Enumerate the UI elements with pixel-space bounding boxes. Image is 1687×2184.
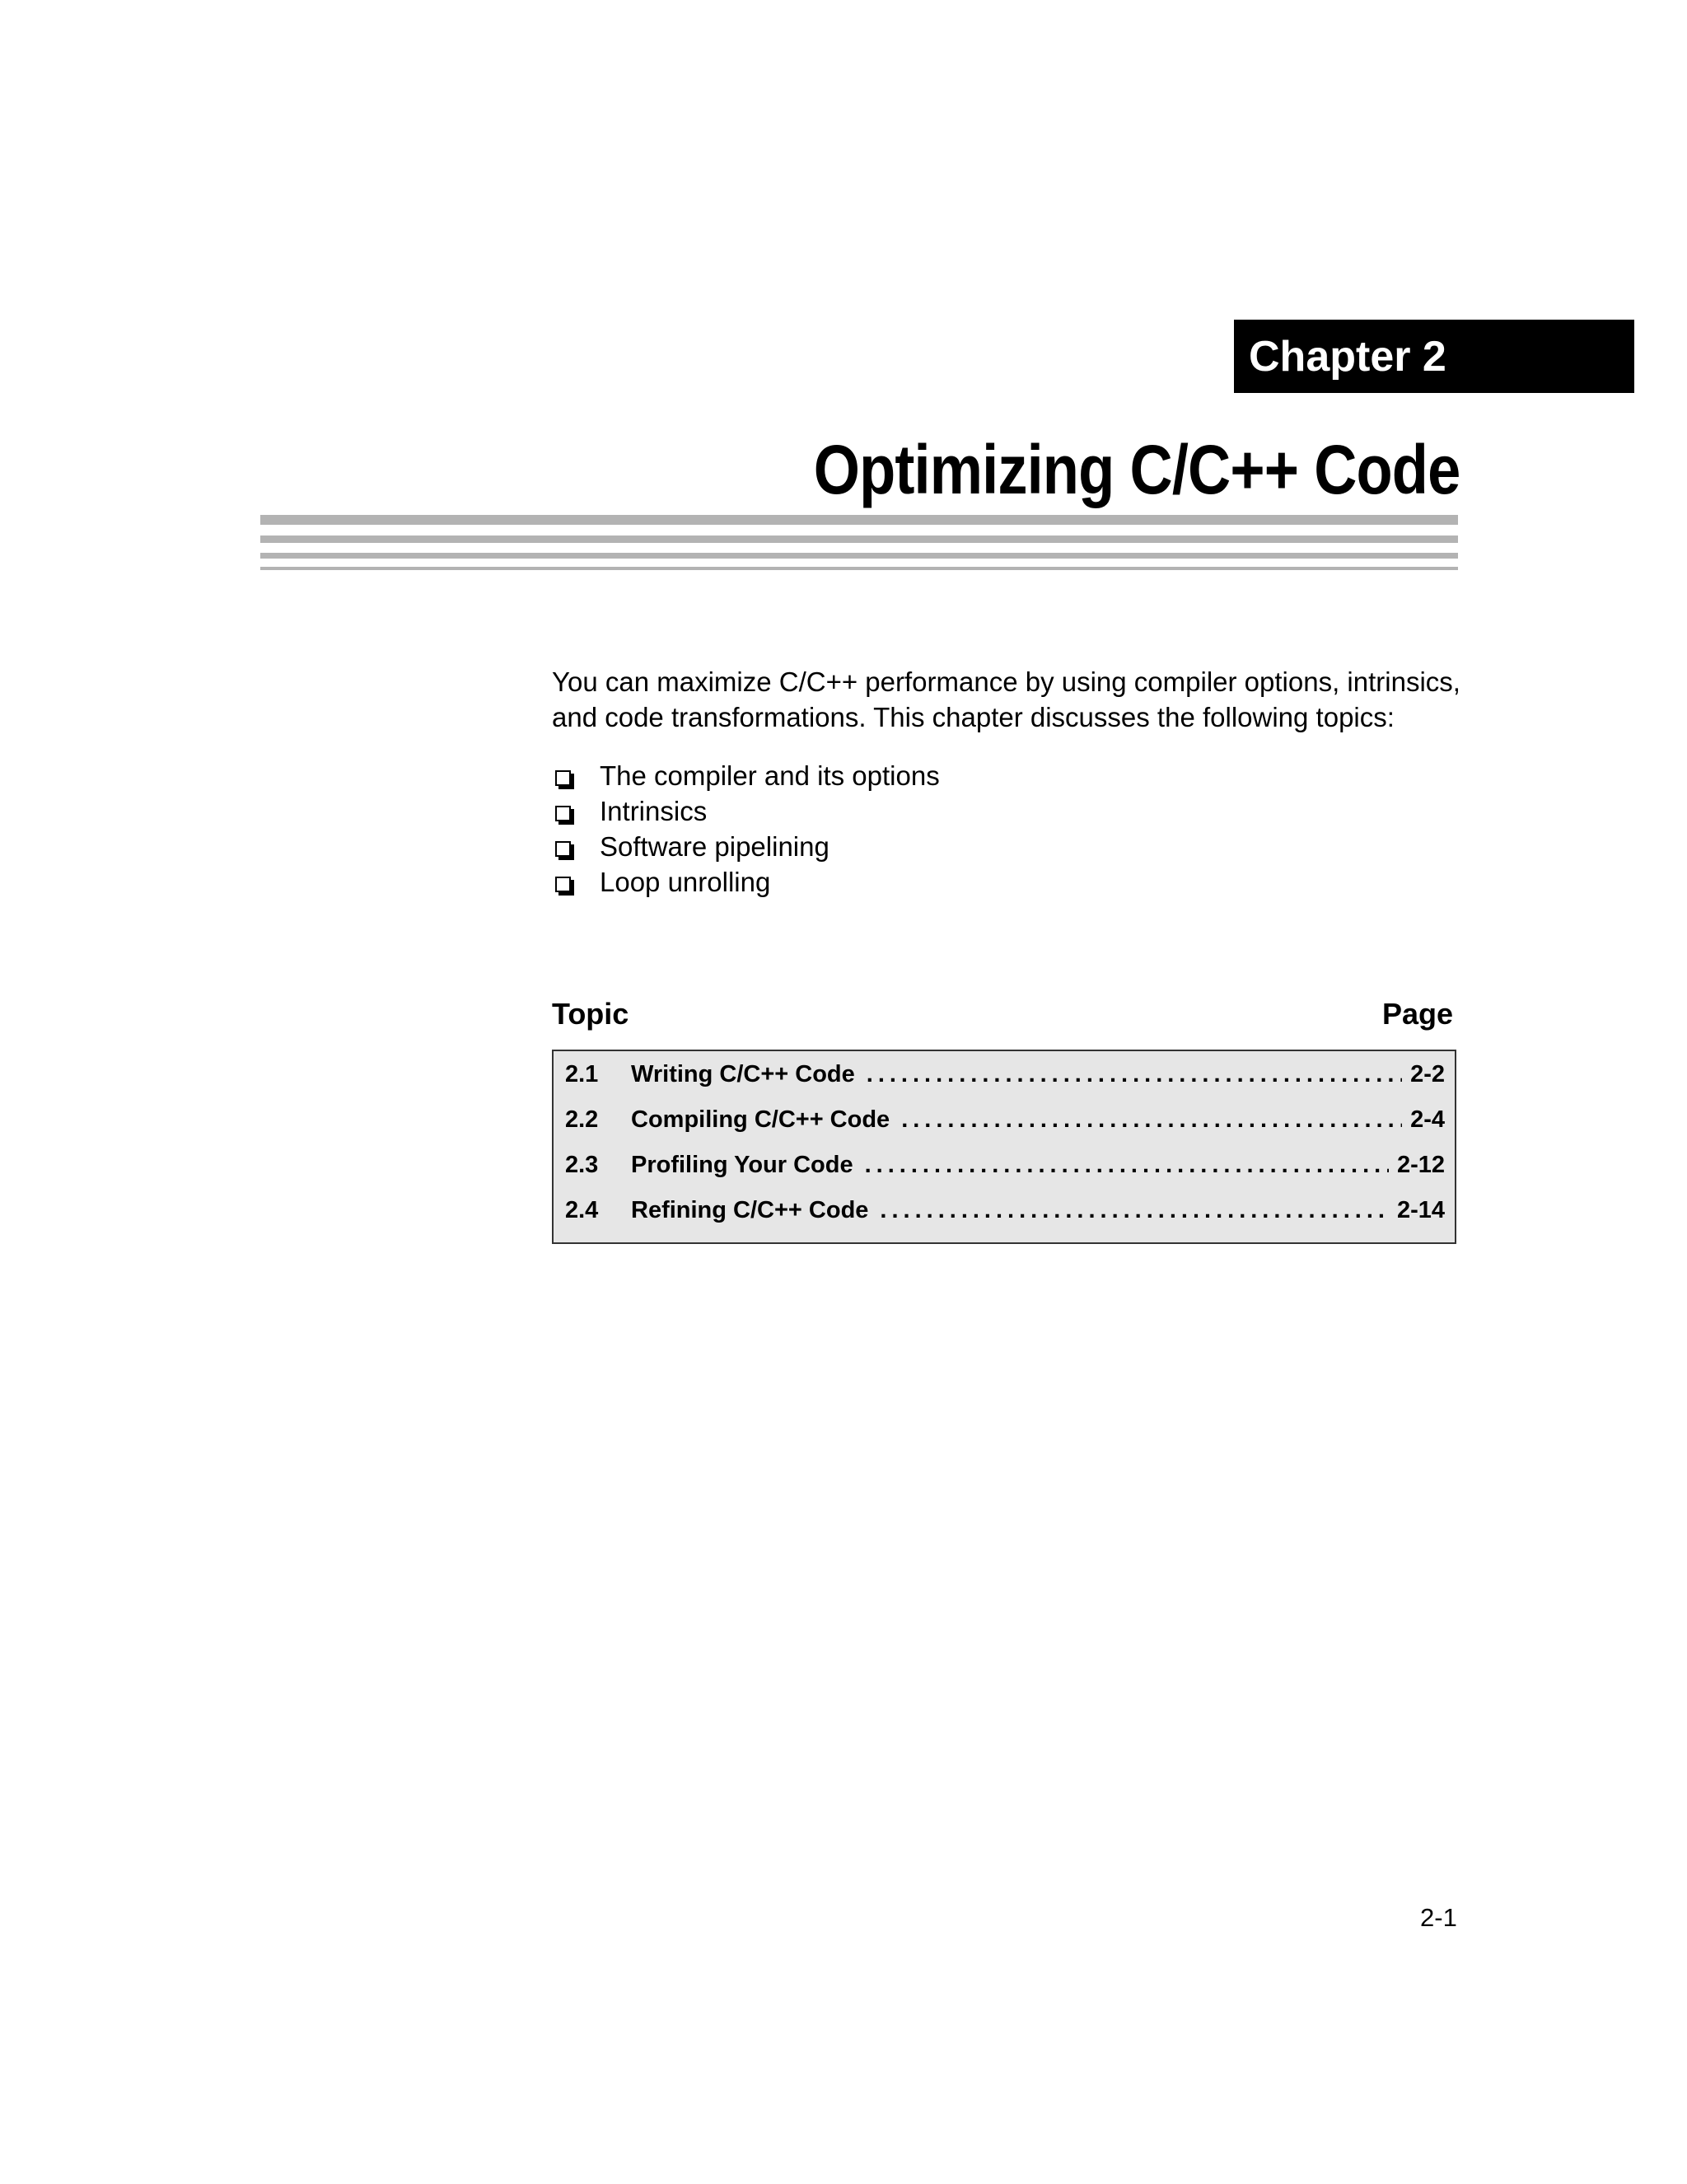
toc-entry-title[interactable]: Profiling Your Code	[631, 1152, 853, 1178]
toc-entry[interactable]	[565, 1197, 1445, 1242]
topic-list	[552, 758, 940, 900]
toc-entry-number: 2.3	[565, 1152, 599, 1178]
toc-entry-page[interactable]: 2-2	[1410, 1061, 1445, 1087]
chapter-title: Optimizing C/C++ Code	[813, 431, 1460, 508]
toc-header	[552, 997, 1453, 1031]
topic-list-item	[552, 793, 940, 829]
toc-leader-dots	[901, 1106, 1402, 1134]
toc-entry[interactable]	[565, 1106, 1445, 1152]
toc-table	[552, 1050, 1456, 1244]
toc-entry[interactable]	[565, 1061, 1445, 1106]
title-rule	[260, 535, 1458, 543]
chapter-label	[1234, 320, 1634, 393]
title-rule	[260, 553, 1458, 559]
topic-list-item	[552, 864, 940, 900]
toc-leader-dots	[867, 1061, 1402, 1088]
toc-entry-page[interactable]: 2-14	[1396, 1197, 1445, 1223]
topic-list-item	[552, 758, 940, 793]
topic-text: Software pipelining	[600, 831, 829, 862]
checkbox-bullet-icon	[555, 841, 571, 857]
title-rule	[260, 567, 1458, 570]
toc-entry-title[interactable]: Refining C/C++ Code	[631, 1197, 869, 1223]
toc-entry-page[interactable]: 2-4	[1410, 1106, 1445, 1133]
toc-leader-dots	[865, 1152, 1389, 1179]
toc-entry-title[interactable]: Compiling C/C++ Code	[631, 1106, 890, 1133]
checkbox-bullet-icon	[555, 806, 571, 821]
checkbox-bullet-icon	[555, 877, 571, 892]
chapter-label-text: Chapter 2	[1249, 332, 1446, 381]
page-number: 2-1	[1420, 1903, 1457, 1932]
toc-entry[interactable]	[565, 1152, 1445, 1197]
toc-entry-title[interactable]: Writing C/C++ Code	[631, 1061, 855, 1087]
toc-topic-heading: Topic	[552, 997, 629, 1031]
topic-list-item	[552, 829, 940, 864]
toc-entry-number: 2.4	[565, 1197, 599, 1223]
toc-entry-page[interactable]: 2-12	[1396, 1152, 1445, 1178]
toc-entry-number: 2.1	[565, 1061, 599, 1087]
toc-entry-number: 2.2	[565, 1106, 599, 1133]
intro-paragraph: You can maximize C/C++ performance by using compiler options, intrinsics, and code transformations. This chapter discusses the following topics:	[552, 666, 1460, 732]
topic-text: Intrinsics	[600, 796, 708, 826]
toc-leader-dots	[880, 1197, 1389, 1224]
topic-text: Loop unrolling	[600, 867, 771, 897]
topic-text: The compiler and its options	[600, 760, 940, 791]
checkbox-bullet-icon	[555, 770, 571, 786]
toc-page-heading: Page	[1381, 997, 1453, 1031]
title-rule	[260, 515, 1458, 525]
